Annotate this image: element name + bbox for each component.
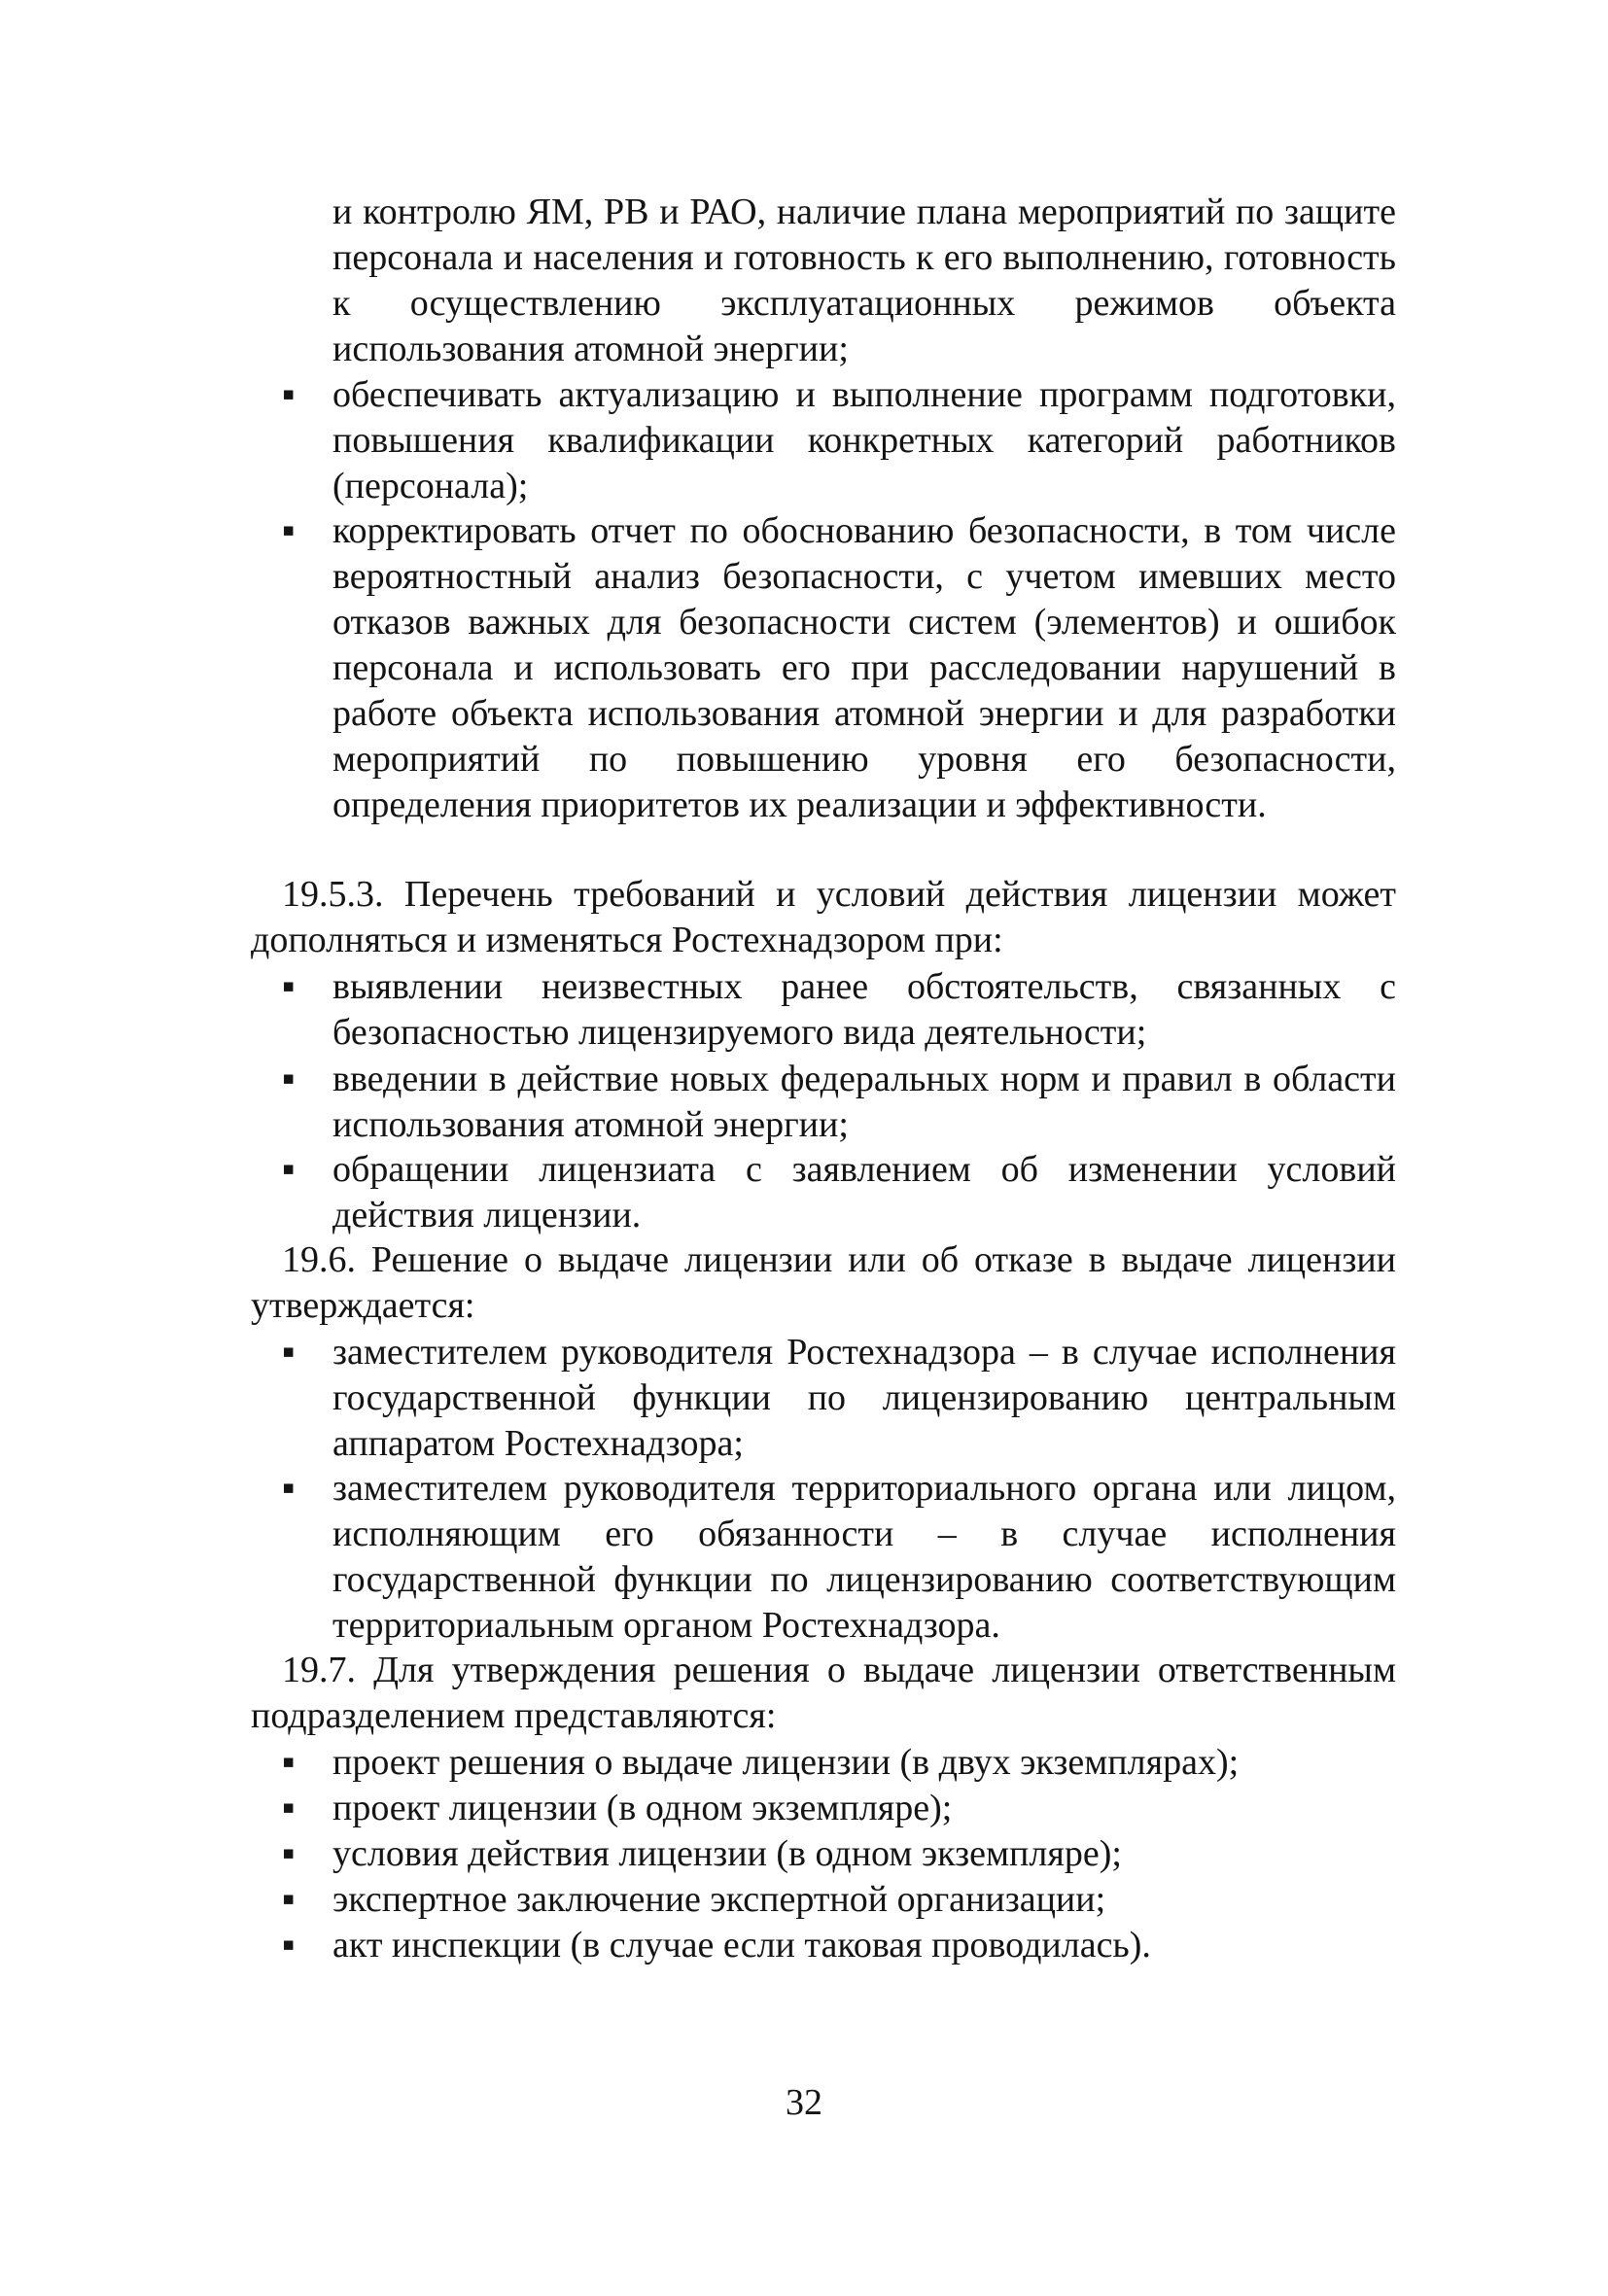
list-item-text: проект решения о выдаче лицензии (в двух экземплярах); bbox=[332, 1742, 1240, 1783]
list-item-text: введении в действие новых федеральных норм и правил в области использования атомной энергии; bbox=[332, 1059, 1396, 1145]
list-item bbox=[251, 1330, 1396, 1467]
bullet-icon: ▪ bbox=[282, 1149, 296, 1190]
list-item bbox=[251, 190, 1396, 372]
list-item bbox=[251, 1740, 1396, 1786]
list-item bbox=[251, 1786, 1396, 1831]
list-item bbox=[251, 1466, 1396, 1649]
list-item bbox=[251, 508, 1396, 828]
list-item bbox=[251, 1877, 1396, 1923]
bullet-icon: ▪ bbox=[282, 1468, 296, 1509]
bullet-icon: ▪ bbox=[282, 510, 296, 551]
list-item bbox=[251, 372, 1396, 509]
bullet-icon: ▪ bbox=[282, 1788, 296, 1828]
list-item-text: заместителем руководителя Ростехнадзора – в случае исполнения государственной функции по лицензированию центральным аппаратом Ростехнадзора; bbox=[332, 1332, 1396, 1464]
bullet-icon: ▪ bbox=[282, 1332, 296, 1373]
bullet-icon: ▪ bbox=[282, 374, 296, 415]
list-item-text: заместителем руководителя территориального органа или лицом, исполняющим его обязанности – в случае исполнения государственной функции по лицензированию соответствующим территориальным органом Ростехнадзора. bbox=[332, 1468, 1396, 1646]
paragraph-19-6: 19.6. Решение о выдаче лицензии или об отказе в выдаче лицензии утверждается: bbox=[251, 1239, 1396, 1326]
bullet-icon: ▪ bbox=[282, 1742, 296, 1783]
list-item-text: проект лицензии (в одном экземпляре); bbox=[332, 1788, 953, 1828]
paragraph-19-5-3: 19.5.3. Перечень требований и условий действия лицензии может дополняться и изменяться Ростехнадзором при: bbox=[251, 874, 1396, 960]
bullet-icon: ▪ bbox=[282, 966, 296, 1007]
list-item-text: выявлении неизвестных ранее обстоятельств, связанных с безопасностью лицензируемого вида деятельности; bbox=[332, 966, 1396, 1053]
list-item bbox=[251, 1923, 1396, 1968]
list-item bbox=[251, 1147, 1396, 1238]
list-item-text: обеспечивать актуализацию и выполнение программ подготовки, повышения квалификации конкретных категорий работников (персонала); bbox=[332, 374, 1396, 506]
page-number: 32 bbox=[786, 2082, 822, 2123]
bullet-icon: ▪ bbox=[282, 1059, 296, 1099]
paragraph-19-7: 19.7. Для утверждения решения о выдаче лицензии ответственным подразделением представляются: bbox=[251, 1650, 1396, 1736]
bullet-icon: ▪ bbox=[282, 1879, 296, 1920]
bullet-icon: ▪ bbox=[282, 1833, 296, 1874]
list-item bbox=[251, 964, 1396, 1056]
continuation-text: и контролю ЯМ, РВ и РАО, наличие плана мероприятий по защите персонала и населения и готовность к его выполнению, готовность к осуществлению эксплуатационных режимов объекта использования атомной энергии; bbox=[332, 191, 1396, 369]
list-item-text: корректировать отчет по обоснованию безопасности, в том числе вероятностный анализ безопасности, с учетом имевших место отказов важных для безопасности систем (элементов) и ошибок персонала и использовать его при расследовании нарушений в работе объекта использования атомной энергии и для разработки мероприятий по повышению уровня его безопасности, определения приоритетов их реализации и эффективности. bbox=[332, 510, 1396, 825]
list-item-text: экспертное заключение экспертной организации; bbox=[332, 1879, 1106, 1920]
list-item-text: условия действия лицензии (в одном экземпляре); bbox=[332, 1833, 1122, 1874]
list-item bbox=[251, 1057, 1396, 1148]
bullet-icon: ▪ bbox=[282, 1925, 296, 1966]
list-item-text: обращении лицензиата с заявлением об изменении условий действия лицензии. bbox=[332, 1149, 1396, 1235]
list-item bbox=[251, 1831, 1396, 1877]
list-item-text: акт инспекции (в случае если таковая проводилась). bbox=[332, 1925, 1151, 1966]
